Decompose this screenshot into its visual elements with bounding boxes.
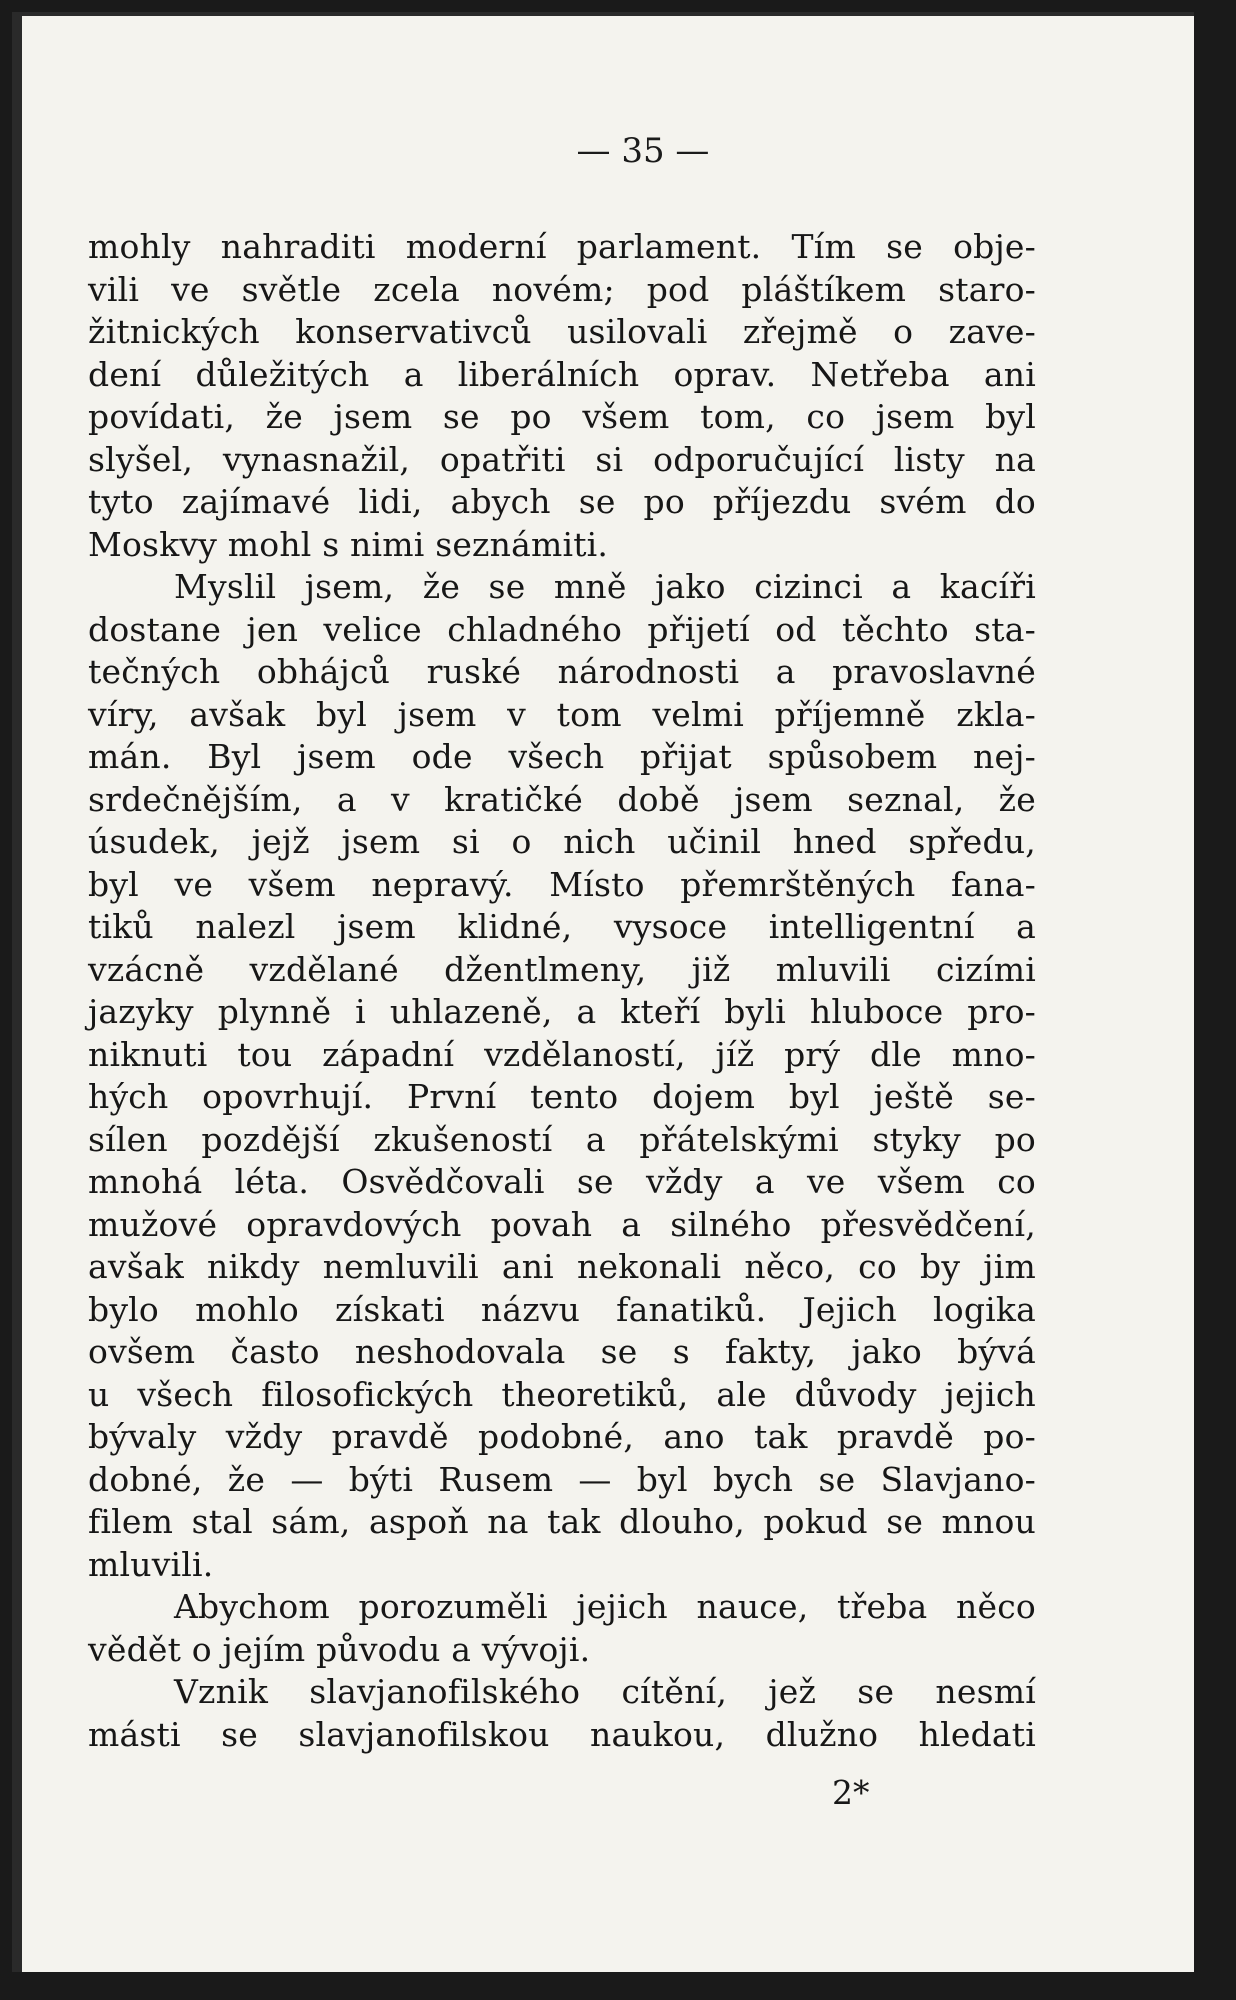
text-line: vzácně vzdělané džentlmeny, již mluvili cizími [88, 949, 1036, 989]
text-line: víry, avšak byl jsem v tom velmi příjemně zkla- [88, 694, 1036, 734]
text-line: tiků nalezl jsem klidné, vysoce intelligentní a [88, 907, 1036, 946]
text-line: mohly nahraditi moderní parlament. Tím se obje- [88, 227, 1036, 266]
text-line: povídati, že jsem se po všem tom, co jsem byl [88, 397, 1036, 436]
book-page [12, 12, 1194, 1972]
text-line: niknuti tou západní vzdělaností, jíž prý dle mno- [88, 1034, 1036, 1074]
text-line: vědět o jejím původu a vývoji. [88, 1629, 591, 1669]
text-line: u všech filosofických theoretiků, ale důvody jejich [88, 1374, 1036, 1414]
text-line: másti se slavjanofilskou naukou, dlužno hledati [88, 1714, 1036, 1754]
text-line: dení důležitých a liberálních oprav. Netřeba ani [88, 354, 1036, 394]
text-line: hých opovrhují. První tento dojem byl ještě se- [88, 1077, 1036, 1116]
text-line: úsudek, jejž jsem si o nich učinil hned spředu, [88, 822, 1036, 861]
text-line: mluvili. [88, 1544, 214, 1584]
text-line: tečných obhájců ruské národnosti a pravoslavné [88, 652, 1036, 691]
text-line: avšak nikdy nemluvili ani nekonali něco, co by jim [88, 1247, 1036, 1286]
text-line: mnohá léta. Osvědčovali se vždy a ve všem co [88, 1162, 1036, 1201]
text-line: ovšem často neshodovala se s fakty, jako bývá [88, 1332, 1036, 1371]
text-line: jazyky plynně i uhlazeně, a kteří byli hluboce pro- [88, 992, 1036, 1031]
text-line: mán. Byl jsem ode všech přijat spůsobem nej- [88, 737, 1036, 776]
text-line: Vznik slavjanofilského cítění, jež se nesmí [174, 1672, 1036, 1711]
text-line: slyšel, vynasnažil, opatřiti si odporučující listy na [88, 439, 1036, 479]
text-line: tyto zajímavé lidi, abych se po příjezdu svém do [88, 482, 1036, 521]
text-line: vili ve světle zcela novém; pod pláštíkem staro- [88, 269, 1036, 309]
text-line: sílen pozdější zkušeností a přátelskými styky po [88, 1119, 1036, 1159]
text-line: dobné, že — býti Rusem — byl bych se Slavjano- [88, 1459, 1036, 1499]
text-line: Abychom porozuměli jejich nauce, třeba něco [174, 1587, 1036, 1626]
text-line: srdečnějším, a v kratičké době jsem seznal, že [88, 779, 1036, 819]
text-line: žitnických konservativců usilovali zřejmě o zave- [88, 312, 1036, 351]
signature-mark: 2* [832, 1773, 870, 1812]
text-line: bylo mohlo získati názvu fanatiků. Jejich logika [88, 1289, 1036, 1329]
text-line: byl ve všem nepravý. Místo přemrštěných fana- [88, 864, 1036, 904]
text-line: filem stal sám, aspoň na tak dlouho, pokud se mnou [88, 1502, 1036, 1541]
body-text [88, 226, 1036, 1756]
text-line: dostane jen velice chladného přijetí od těchto sta- [88, 609, 1036, 649]
text-line: bývaly vždy pravdě podobné, ano tak pravdě po- [88, 1417, 1036, 1456]
text-line: Myslil jsem, že se mně jako cizinci a kacíři [174, 567, 1036, 606]
page-number-header: — 35 — [576, 131, 710, 171]
text-line: Moskvy mohl s nimi seznámiti. [88, 524, 609, 564]
text-line: mužové opravdových povah a silného přesvědčení, [88, 1204, 1036, 1244]
